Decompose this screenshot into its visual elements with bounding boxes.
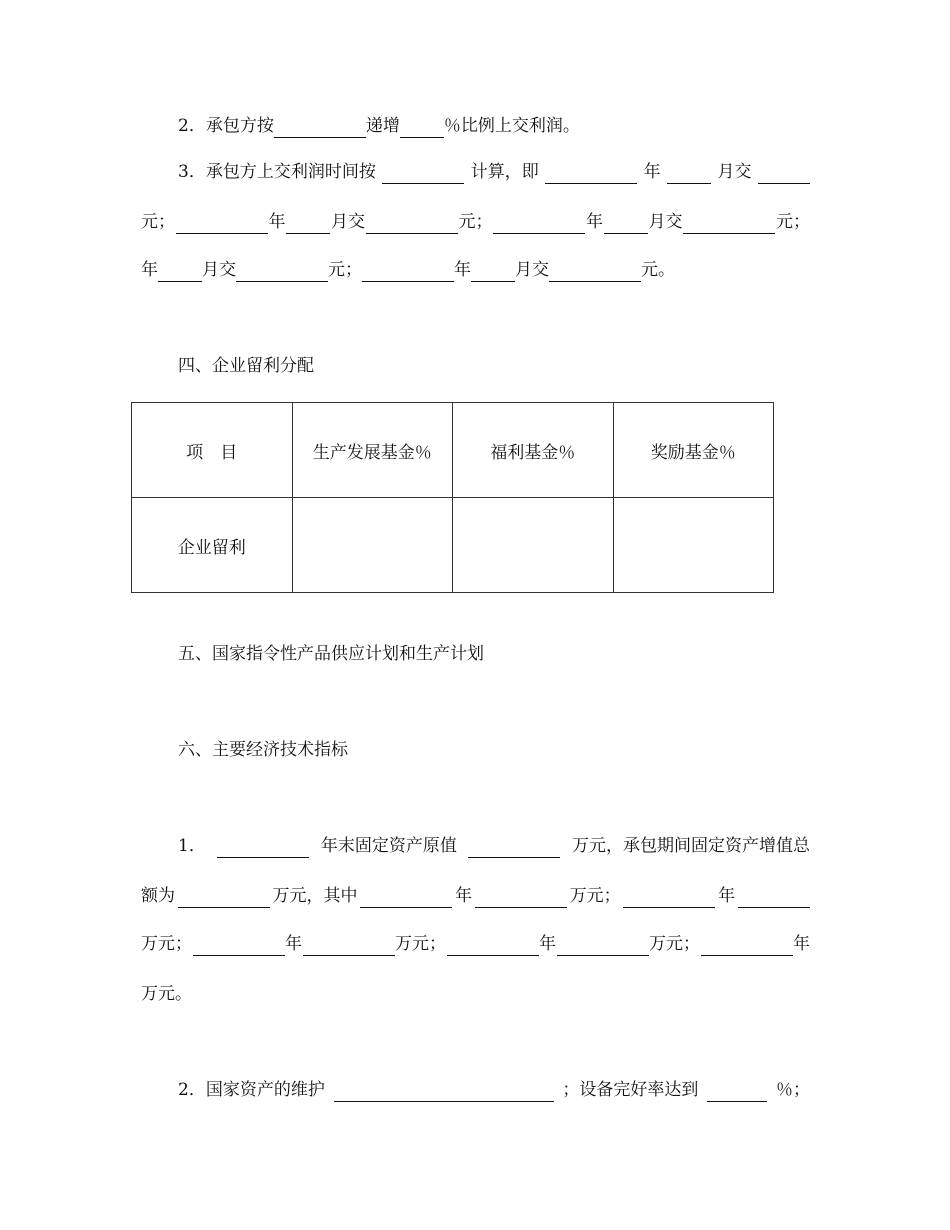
year-label: 年 — [793, 934, 810, 954]
item-1-text: 额为 — [141, 886, 175, 906]
fill-blank[interactable] — [303, 936, 395, 956]
fill-blank[interactable] — [366, 214, 458, 234]
table-header-row — [132, 403, 774, 498]
fill-blank[interactable] — [623, 888, 715, 908]
wan-yuan-end-label: 万元。 — [141, 984, 192, 1004]
item-2-text: 国家资产的维护 — [205, 1080, 325, 1100]
wan-yuan-label: 万元； — [569, 886, 621, 906]
table-cell[interactable] — [613, 498, 774, 593]
clause-2-text: 承包方按 — [205, 116, 274, 136]
wan-yuan-label: 万元； — [141, 934, 192, 954]
fill-blank[interactable] — [447, 936, 539, 956]
item-1-number: 1． — [178, 836, 206, 856]
fill-blank[interactable] — [683, 214, 775, 234]
year-label: 年 — [455, 886, 473, 906]
table-header-cell: 奖励基金％ — [613, 403, 774, 498]
fill-blank[interactable] — [545, 164, 637, 184]
fill-blank[interactable] — [274, 118, 366, 138]
yuan-label: 元； — [328, 260, 362, 280]
table-header-cell: 生产发展基金％ — [292, 403, 453, 498]
yuan-end-label: 元。 — [641, 260, 675, 280]
section-6-title: 六、主要经济技术指标 — [178, 740, 348, 760]
fill-blank[interactable] — [707, 1082, 767, 1102]
clause-3-line-2 — [141, 210, 810, 234]
year-label: 年 — [285, 934, 302, 954]
year-label: 年 — [454, 260, 471, 280]
table-cell[interactable] — [453, 498, 614, 593]
wan-yuan-label: 万元； — [395, 934, 446, 954]
fill-blank[interactable] — [178, 888, 270, 908]
table-header-cell: 福利基金％ — [453, 403, 614, 498]
year-label: 年 — [643, 162, 661, 182]
clause-2-number: 2． — [178, 116, 206, 136]
year-label: 年 — [586, 212, 603, 232]
fill-blank[interactable] — [701, 936, 793, 956]
month-pay-label: 月交 — [515, 260, 549, 280]
fill-blank[interactable] — [667, 164, 711, 184]
fill-blank[interactable] — [400, 118, 444, 138]
fill-blank[interactable] — [334, 1082, 554, 1102]
profit-distribution-table — [131, 402, 774, 593]
fill-blank[interactable] — [217, 838, 309, 858]
fill-blank[interactable] — [286, 214, 330, 234]
yuan-label: 元； — [141, 212, 175, 232]
wan-yuan-label: 万元； — [649, 934, 700, 954]
item-1-line-1 — [178, 834, 810, 858]
fill-blank[interactable] — [468, 838, 560, 858]
clause-2-text: 递增 — [365, 116, 400, 136]
fill-blank[interactable] — [176, 214, 268, 234]
item-2-number: 2． — [178, 1080, 206, 1100]
clause-3-text: 承包方上交利润时间按 — [205, 162, 376, 182]
clause-3-line-3 — [141, 258, 810, 282]
item-1-line-2 — [141, 884, 810, 908]
fill-blank[interactable] — [475, 888, 567, 908]
fill-blank[interactable] — [738, 888, 810, 908]
section-5-title: 五、国家指令性产品供应计划和生产计划 — [178, 644, 484, 664]
fill-blank[interactable] — [158, 262, 202, 282]
fill-blank[interactable] — [604, 214, 648, 234]
clause-3-line-1 — [178, 160, 810, 184]
fill-blank[interactable] — [557, 936, 649, 956]
item-2-text: ％； — [775, 1080, 810, 1100]
fill-blank[interactable] — [549, 262, 641, 282]
month-pay-label: 月交 — [648, 212, 683, 232]
item-1-text: 年末固定资产原值 — [320, 836, 457, 856]
fill-blank[interactable] — [758, 164, 810, 184]
item-1-line-3 — [141, 932, 810, 956]
item-1-line-4 — [141, 982, 810, 1006]
month-pay-label: 月交 — [331, 212, 365, 232]
section-4-title: 四、企业留利分配 — [178, 356, 314, 376]
yuan-label: 元； — [458, 212, 493, 232]
clause-3-number: 3． — [178, 162, 206, 182]
year-label: 年 — [268, 212, 286, 232]
item-2-line — [178, 1078, 810, 1102]
item-1-text: 万元，承包期间固定资产增值总 — [571, 836, 810, 856]
yuan-label: 元； — [776, 212, 810, 232]
year-label: 年 — [141, 260, 158, 280]
fill-blank[interactable] — [360, 888, 452, 908]
item-1-text: 万元，其中 — [272, 886, 358, 906]
year-label: 年 — [718, 886, 736, 906]
clause-2-text: ％比例上交利润。 — [443, 116, 580, 136]
month-pay-label: 月交 — [717, 162, 752, 182]
table-cell[interactable] — [292, 498, 453, 593]
fill-blank[interactable] — [382, 164, 464, 184]
fill-blank[interactable] — [193, 936, 285, 956]
item-2-text: ；设备完好率达到 — [562, 1080, 699, 1100]
table-row — [132, 498, 774, 593]
fill-blank[interactable] — [362, 262, 454, 282]
fill-blank[interactable] — [236, 262, 328, 282]
fill-blank[interactable] — [471, 262, 515, 282]
clause-2-line — [178, 114, 810, 138]
table-row-label: 企业留利 — [132, 498, 293, 593]
year-label: 年 — [539, 934, 556, 954]
month-pay-label: 月交 — [202, 260, 236, 280]
table-header-cell: 项 目 — [132, 403, 293, 498]
fill-blank[interactable] — [493, 214, 585, 234]
clause-3-text: 计算，即 — [470, 162, 539, 182]
